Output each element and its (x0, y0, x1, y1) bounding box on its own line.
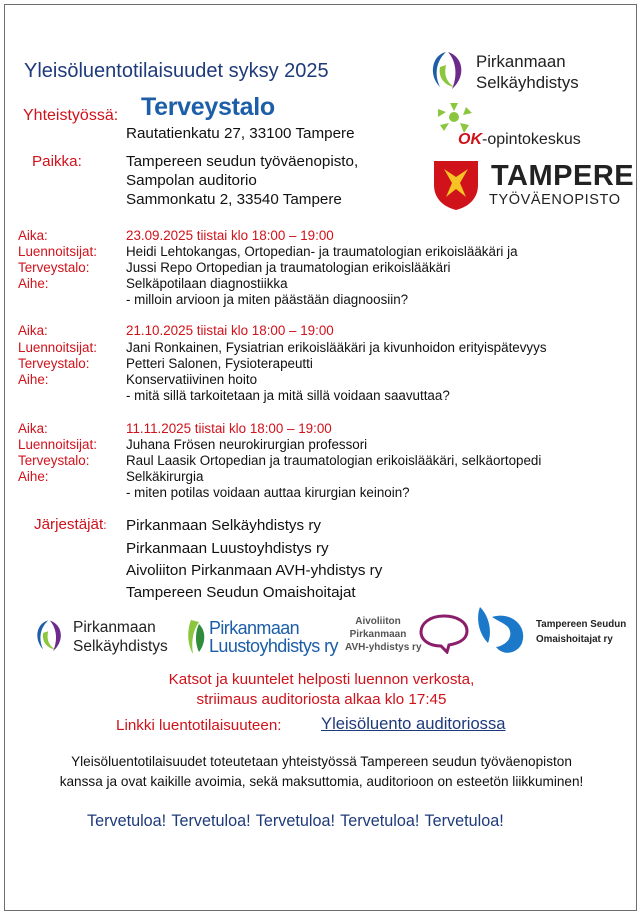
venue-line1: Tampereen seudun työväenopisto, (126, 153, 359, 170)
organizers-label-text: Järjestäjät (34, 516, 104, 533)
venue-label: Paikka: (32, 153, 82, 170)
topic-title: Selkäpotilaan diagnostiikka (126, 276, 288, 291)
note-line2: kanssa ja ovat kaikille avoimia, sekä maksuttomia, auditorioon on esteetön liikkuminen! (59, 774, 584, 789)
terveystalo-label: Terveystalo: (18, 453, 90, 468)
omaishoitajat-logo-line1: Tampereen Seudun (536, 619, 627, 630)
welcome-text: Tervetuloa! Tervetuloa! Tervetuloa! Tervetuloa! Tervetuloa! (87, 812, 504, 830)
tampere-crest-icon (432, 159, 480, 211)
link-label: Linkki luentotilaisuuteen: (116, 717, 282, 734)
omaishoitajat-logo-line2: Omaishoitajat ry (536, 634, 613, 645)
tampere-logo-big: TAMPERE (491, 160, 635, 192)
selkayhdistys-footer-logo-icon (30, 617, 68, 657)
topic-subtitle: - milloin arvioon ja miten päästään diagnoosiin? (126, 292, 409, 307)
topic-subtitle: - miten potilas voidaan auttaa kirurgian keinoin? (126, 485, 410, 500)
topic-title: Konservatiivinen hoito (126, 372, 258, 387)
venue-line2: Sampolan auditorio (126, 172, 257, 189)
organizer-item: Aivoliiton Pirkanmaan AVH-yhdistys ry (126, 562, 383, 579)
luustoyhdistys-logo-icon (185, 618, 211, 656)
organizer-item: Pirkanmaan Luustoyhdistys ry (126, 540, 329, 557)
lecture-link[interactable]: Yleisöluento auditoriossa (321, 714, 506, 733)
selkayhdistys-logo-line1: Pirkanmaan (476, 52, 566, 71)
venue-line3: Sammonkatu 2, 33540 Tampere (126, 191, 342, 208)
ok-opintokeskus-logo (458, 131, 581, 149)
lecturer: Juhana Frösen neurokirurgian professori (126, 437, 368, 452)
topic-label: Aihe: (18, 372, 49, 387)
stream-line1: Katsot ja kuuntelet helposti luennon verkosta, (168, 671, 475, 688)
topic-label: Aihe: (18, 276, 49, 291)
terveystalo-logo: Terveystalo (141, 93, 275, 121)
lecturer-label: Luennoitsijat: (18, 340, 97, 355)
terveystalo-address: Rautatienkatu 27, 33100 Tampere (126, 125, 355, 142)
lecture-time-label: Aika: (18, 323, 48, 338)
selkayhdistys-logo-line2: Selkäyhdistys (476, 73, 579, 92)
terveystalo-lecturer: Petteri Salonen, Fysioterapeutti (126, 356, 313, 371)
avh-logo-line2: Pirkanmaan (349, 629, 407, 640)
stream-line2: striimaus auditoriosta alkaa klo 17:45 (196, 691, 447, 708)
topic-subtitle: - mitä sillä tarkoitetaan ja mitä sillä voidaan saavuttaa? (126, 388, 450, 403)
selkayhdistys-footer-line2: Selkäyhdistys (73, 638, 168, 655)
tampere-logo-small: TYÖVÄENOPISTO (489, 192, 621, 208)
luustoyhdistys-logo-line2: Luustoyhdistys ry (209, 636, 338, 656)
avh-logo-line3: AVH-yhdistys ry (345, 642, 422, 653)
topic-label: Aihe: (18, 469, 49, 484)
topic-title: Selkäkirurgia (126, 469, 204, 484)
selkayhdistys-footer-line1: Pirkanmaan (73, 619, 156, 636)
lecture-time: 21.10.2025 tiistai klo 18:00 – 19:00 (126, 323, 334, 338)
page-title: Yleisöluentotilaisuudet syksy 2025 (24, 60, 329, 82)
lecturer-label: Luennoitsijat: (18, 437, 97, 452)
organizers-label (34, 516, 107, 533)
lecture-time: 11.11.2025 tiistai klo 18:00 – 19:00 (126, 421, 332, 436)
coop-label: Yhteistyössä: (23, 107, 119, 124)
terveystalo-lecturer: Raul Laasik Ortopedian ja traumatologian erikoislääkäri, selkäortopedi (126, 453, 542, 468)
organizer-item: Pirkanmaan Selkäyhdistys ry (126, 517, 321, 534)
ok-suffix: -opintokeskus (482, 131, 581, 148)
lecture-time-label: Aika: (18, 421, 48, 436)
lecturer-label: Luennoitsijat: (18, 244, 97, 259)
organizer-item: Tampereen Seudun Omaishoitajat (126, 584, 356, 601)
terveystalo-label: Terveystalo: (18, 356, 90, 371)
avh-logo-line1: Aivoliiton (355, 616, 401, 627)
avh-speech-bubble-icon (417, 612, 471, 654)
lecture-time: 23.09.2025 tiistai klo 18:00 – 19:00 (126, 228, 334, 243)
organizers-colon: : (103, 518, 107, 532)
terveystalo-label: Terveystalo: (18, 260, 90, 275)
lecturer: Jani Ronkainen, Fysiatrian erikoislääkäri ja kivunhoidon erityispätevyys (126, 340, 547, 355)
omaishoitajat-logo-icon (474, 603, 532, 659)
lecturer: Heidi Lehtokangas, Ortopedian- ja traumatologian erikoislääkäri ja (126, 244, 518, 259)
note-line1: Yleisöluentotilaisuudet toteutetaan yhteistyössä Tampereen seudun työväenopiston (71, 754, 572, 769)
selkayhdistys-logo-icon (424, 49, 470, 95)
terveystalo-lecturer: Jussi Repo Ortopedian ja traumatologian erikoislääkäri (126, 260, 451, 275)
ok-prefix: OK (458, 131, 482, 148)
luustoyhdistys-logo-line1: Pirkanmaan (209, 618, 300, 638)
lecture-time-label: Aika: (18, 228, 48, 243)
